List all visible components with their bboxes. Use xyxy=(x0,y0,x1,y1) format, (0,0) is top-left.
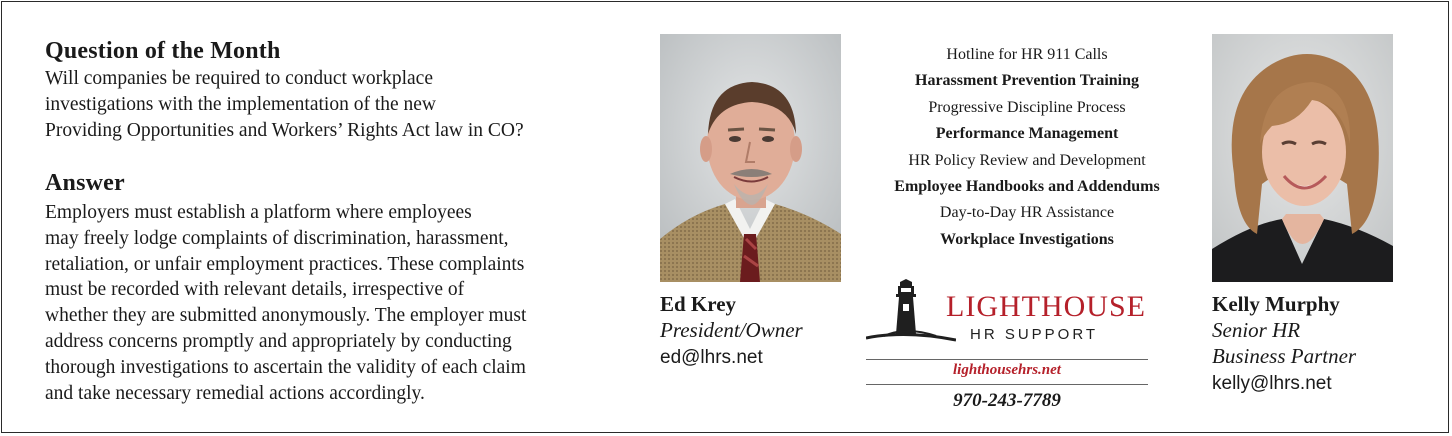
answer-line: thorough investigations to ascertain the validity of each claim xyxy=(45,356,526,378)
answer-line: may freely lodge complaints of discrimination, harassment, xyxy=(45,227,509,249)
service-item: Day-to-Day HR Assistance xyxy=(939,204,1115,222)
logo-wordmark: LIGHTHOUSE xyxy=(946,290,1146,323)
question-line: Will companies be required to conduct workplace xyxy=(45,68,433,89)
logo-subtitle: HR SUPPORT xyxy=(970,326,1099,343)
answer-line: whether they are submitted anonymously. The employer must xyxy=(45,305,527,327)
person-title: President/Owner xyxy=(660,318,803,342)
question-line: investigations with the implementation of the new xyxy=(45,93,437,115)
lighthouse-logo xyxy=(866,278,1148,348)
kelly-murphy-card xyxy=(1212,291,1356,397)
answer-text xyxy=(45,200,526,406)
ed-krey-card xyxy=(660,291,803,371)
person-name: Ed Krey xyxy=(660,292,737,316)
person-title: Business Partner xyxy=(1212,344,1357,368)
person-name: Kelly Murphy xyxy=(1212,292,1340,316)
service-item: Employee Handbooks and Addendums xyxy=(894,178,1160,196)
lighthouse-icon xyxy=(866,278,956,350)
answer-line: and take necessary remedial actions accordingly. xyxy=(45,382,425,404)
answer-line: retaliation, or unfair employment practices. These complaints xyxy=(45,253,525,275)
question-heading: Question of the Month xyxy=(45,38,281,64)
service-item: Hotline for HR 911 Calls xyxy=(946,46,1108,63)
service-item: Harassment Prevention Training xyxy=(915,72,1139,90)
email-link[interactable]: ed@lhrs.net xyxy=(660,347,763,368)
question-line: Providing Opportunities and Workers’ Rights Act law in CO? xyxy=(45,119,524,141)
divider xyxy=(866,359,1148,360)
service-item: Performance Management xyxy=(935,125,1119,143)
person-title: Senior HR xyxy=(1212,318,1301,342)
question-text xyxy=(45,66,524,143)
answer-line: address concerns promptly and appropriately by conducting xyxy=(45,330,512,352)
answer-line: Employers must establish a platform where employees xyxy=(45,202,472,223)
website-link[interactable]: lighthousehrs.net xyxy=(953,362,1061,378)
email-link[interactable]: kelly@lhrs.net xyxy=(1212,373,1332,394)
divider xyxy=(866,384,1148,385)
answer-line: must be recorded with relevant details, irrespective of xyxy=(45,279,465,301)
service-item: HR Policy Review and Development xyxy=(908,151,1146,169)
phone-number[interactable]: 970-243-7789 xyxy=(953,390,1061,411)
portrait-kelly-murphy xyxy=(1212,34,1393,282)
service-item: Progressive Discipline Process xyxy=(928,98,1126,116)
answer-heading: Answer xyxy=(45,170,125,196)
service-item: Workplace Investigations xyxy=(940,230,1114,248)
portrait-ed-krey xyxy=(660,34,841,282)
services-list xyxy=(862,42,1192,253)
